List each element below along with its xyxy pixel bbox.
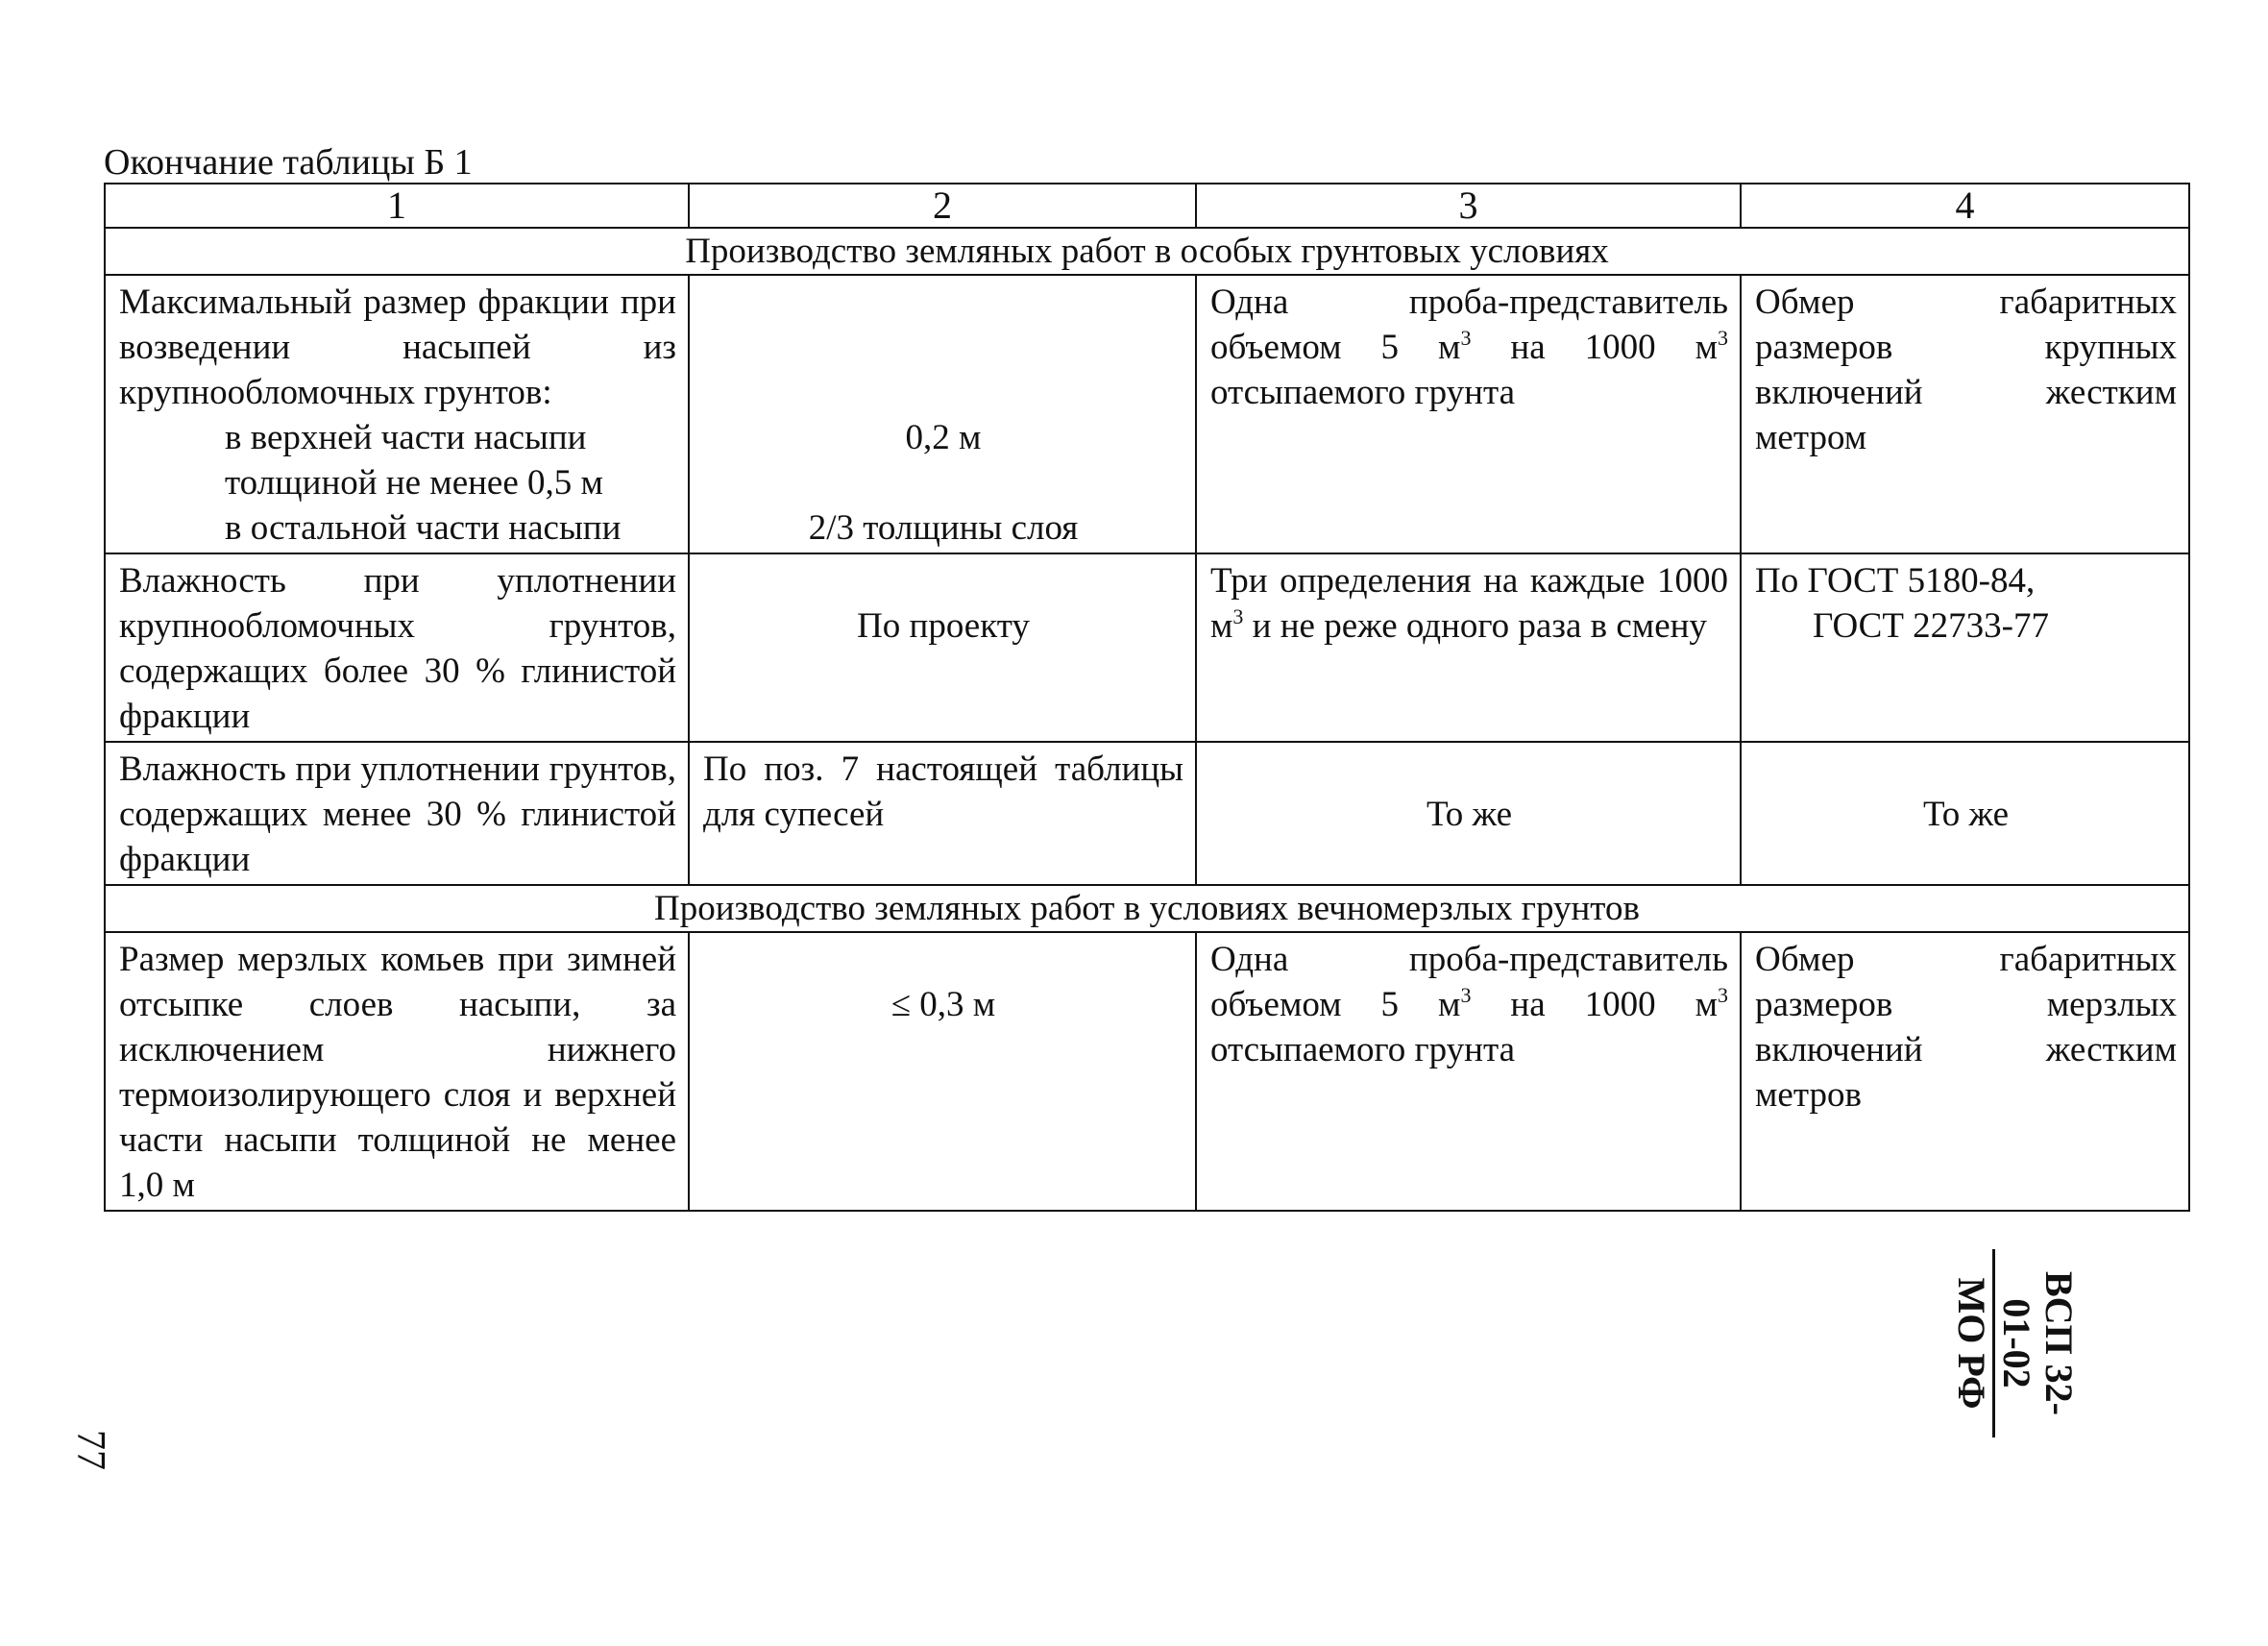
control-text: и не реже одного раза в смену bbox=[1243, 606, 1707, 646]
parameter-subitem: в верхней части насыпи bbox=[225, 418, 587, 457]
control-text: Одна проба-представитель объемом 5 м bbox=[1210, 283, 1728, 367]
control-text: Одна проба-представитель объемом 5 м bbox=[1210, 940, 1728, 1024]
table-cell bbox=[1741, 553, 2189, 742]
control-text: Три определения на каждые 1000 м bbox=[1210, 561, 1728, 646]
table-cell: Влажность при уплотнении грунтов, содержащих менее 30 % глинистой фракции bbox=[105, 742, 689, 885]
table-cell: По поз. 7 настоящей таблицы для супесей bbox=[689, 742, 1196, 885]
limit-value: 2/3 толщины слоя bbox=[808, 508, 1079, 548]
section-row bbox=[105, 885, 2189, 932]
table-cell bbox=[689, 553, 1196, 742]
parameter-subitem: толщиной не менее 0,5 м bbox=[225, 463, 603, 503]
method-text: По ГОСТ 5180-84, bbox=[1755, 561, 2036, 601]
table-row bbox=[105, 742, 2189, 885]
table-caption: Окончание таблицы Б 1 bbox=[104, 142, 473, 183]
table-header-row bbox=[105, 184, 2189, 228]
section-title: Производство земляных работ в условиях вечномерзлых грунтов bbox=[105, 885, 2189, 932]
table-cell bbox=[689, 932, 1196, 1211]
table-cell bbox=[1196, 742, 1741, 885]
table-cell bbox=[689, 275, 1196, 553]
table-cell bbox=[1196, 932, 1741, 1211]
section-title: Производство земляных работ в особых грунтовых условиях bbox=[105, 228, 2189, 275]
table-cell bbox=[105, 275, 689, 553]
control-text: отсыпаемого грунта bbox=[1210, 1030, 1516, 1069]
table-cell: Влажность при уплотнении крупнообломочных грунтов, содержащих более 30 % глинистой фракции bbox=[105, 553, 689, 742]
method-text: То же bbox=[1922, 795, 2010, 834]
limit-value: 0,2 м bbox=[905, 418, 982, 457]
stamp-org: МО РФ bbox=[1950, 1277, 1993, 1410]
control-text: на 1000 м bbox=[1471, 328, 1719, 367]
stamp-code: ВСП 32-01-02 bbox=[1992, 1249, 2080, 1437]
column-header: 1 bbox=[105, 184, 689, 228]
parameter-subitem: в остальной части насыпи bbox=[225, 508, 622, 548]
table-row bbox=[105, 553, 2189, 742]
column-header: 4 bbox=[1741, 184, 2189, 228]
superscript: 3 bbox=[1718, 983, 1729, 1007]
superscript: 3 bbox=[1232, 604, 1244, 628]
method-text: ГОСТ 22733-77 bbox=[1813, 606, 2049, 646]
table-row bbox=[105, 275, 2189, 553]
parameter-text: Максимальный размер фракции при возведении насыпей из крупнообломочных грунтов: bbox=[119, 283, 676, 412]
document-stamp bbox=[1950, 1249, 2080, 1437]
data-table bbox=[104, 183, 2190, 1212]
table-cell: Обмер габаритных размеров мерзлых включений жестким метров bbox=[1741, 932, 2189, 1211]
section-row bbox=[105, 228, 2189, 275]
table-cell bbox=[1741, 742, 2189, 885]
control-text: на 1000 м bbox=[1471, 985, 1719, 1024]
column-header: 2 bbox=[689, 184, 1196, 228]
superscript: 3 bbox=[1718, 326, 1729, 350]
control-text: То же bbox=[1426, 795, 1513, 834]
superscript: 3 bbox=[1460, 983, 1472, 1007]
control-text: отсыпаемого грунта bbox=[1210, 373, 1516, 412]
table-row bbox=[105, 932, 2189, 1211]
table-cell: Размер мерзлых комьев при зимней отсыпке слоев насыпи, за исключением нижнего термоизолирующего слоя и верхней части насыпи толщиной не менее 1,0 м bbox=[105, 932, 689, 1211]
limit-value: По проекту bbox=[857, 606, 1030, 646]
superscript: 3 bbox=[1460, 326, 1472, 350]
column-header: 3 bbox=[1196, 184, 1741, 228]
table-cell bbox=[1196, 553, 1741, 742]
limit-value: ≤ 0,3 м bbox=[890, 985, 996, 1024]
table-cell bbox=[1196, 275, 1741, 553]
table-cell: Обмер габаритных размеров крупных включений жестким метром bbox=[1741, 275, 2189, 553]
page-number: 77 bbox=[68, 1430, 112, 1470]
